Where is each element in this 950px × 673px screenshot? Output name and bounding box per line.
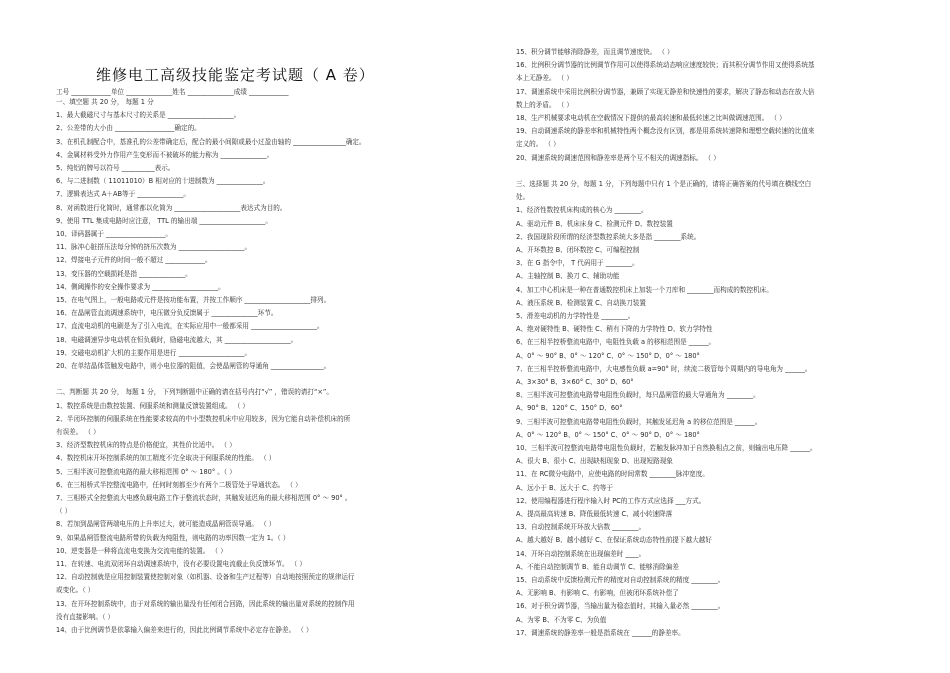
left-text-line: 7、逻辑表达式 A＋AB等于 ______________。 [56, 190, 191, 199]
left-text-line: 13、变压器的空载损耗是指 ______________。 [56, 269, 192, 278]
left-text-line: 4、数控机床开环控制系统的加工精度不完全取决于伺服系统的性能。 （ ） [56, 454, 276, 463]
right-text-line: 12、使用编程器进行程序输入时 PC的工作方式应选择 ___方式。 [516, 496, 706, 505]
right-text-line: 15、积分调节能够消除静差，而且调节速度快。 （ ） [516, 48, 674, 56]
right-text-line: A、不能自动控制调节 B、能自动调节 C、能够消除偏差 [516, 562, 679, 571]
left-text-line: 14、侧阈操作的安全操作要求为 ____________________。 [56, 282, 225, 291]
right-text-line: 7、在三相半控桥整流电路中，大电感性负载 a=90° 时，续流二极管每个周期内的导电角为 ______。 [516, 364, 812, 373]
left-text-line: 18、电磁调速异步电动机在恒负载时，励磁电流越大，其 ____________________。 [56, 335, 298, 344]
left-text-line: 5、纯铝的牌号以符号 __________表示。 [56, 164, 175, 172]
right-text-line: 数上的矛盾。 （ ） [516, 100, 573, 109]
right-text-line: 14、开环自动控制系统在出现偏差时 ____。 [516, 549, 646, 558]
right-text-line: 18、生产机械要求电动机在空载情况下提供的最高转速和最低转速之比叫做调速范围。 （ ） [516, 114, 786, 122]
left-text-line: 5、三相半波可控整流电路的最大移相范围 0° ～ 180° 。（ ） [56, 467, 236, 476]
right-text-line: 6、在三相半控桥整流电路中，电阻性负载 a 的移相范围是 ______。 [516, 338, 716, 347]
left-text-line: 2、公差带的大小由 __________________确定的。 [56, 124, 201, 133]
right-text-line: 13、自动控制系统开环放大倍数 ________。 [516, 523, 646, 532]
left-text-line: 20、在单结晶体管触发电路中，则小电位器的阻值，会使晶闸管的导通角 ________________。 [56, 362, 331, 370]
left-text-line: 6、与二进制数（ 11011010）B 相对应的十进制数为 ______________。 [56, 177, 270, 186]
left-text-line: 1、最大截磁尺寸与基本尺寸的关系是 ____________________。 [56, 111, 241, 120]
right-text-line: A、绝对硬特性 B、硬特性 C、稍有下降的力学特性 D、软力学特性 [516, 325, 713, 334]
right-text-line: 15、自动系统中反馈检测元件的精度对自动控制系统的精度 ________。 [516, 576, 725, 584]
right-text-line: 定义的。 （ ） [516, 140, 560, 149]
right-text-line: 处。 [516, 193, 530, 202]
left-text-line: 17、直流电动机的电刷是为了引入电流，在实际应用中一般都采用 ____________________。 [56, 322, 324, 331]
right-text-line: 10、三相半波可控整流电路带电阻性负载时，若触发脉冲加于自然换相点之前，则输出电压降 ______。 [516, 444, 817, 452]
left-text-line: 二、判断题 共 20 分， 每题 1 分， 下列判断题中正确的请在括号内打“√” ，错误的请打“×”。 [56, 388, 333, 397]
left-text-line: 7、三相桥式全控整流大电感负载电路工作于整流状态时，其触发延迟角的最大移相范围 0° ～ 90° 。 [56, 494, 352, 502]
right-text-line: 17、调速系统中采用比例积分调节器，兼顾了实现无静差和快速性的要求，解决了静态和动态在放大倍 [516, 87, 815, 96]
left-text-line: 8、若加到晶闸管两端电压的上升率过大，就可能造成晶闸管误导通。 （ ） [56, 520, 276, 529]
right-text-line: 2、我国现阶段所谓的经济型数控系统大多是指 ________系统。 [516, 232, 701, 241]
right-text-line: A、开环数控 B、闭环数控 C、可编程控制 [516, 246, 640, 254]
right-text-line: A、3×30° B、3×60° C、30° D、60° [516, 378, 634, 386]
right-text-line: A、无影响 B、有影响 C、有影响，但被闭环系统补偿了 [516, 589, 679, 598]
left-text-line: 9、如果晶闸管整流电路所带的负载为纯阻性，则电路的功率因数一定为 1。（ ） [56, 533, 290, 542]
left-text-line: 12、焊接电子元件的时间一般不超过 ____________。 [56, 256, 212, 265]
header-info: 工号 ____________单位 ______________姓名 ______________成绩 ____________ [56, 88, 289, 96]
left-text-line: 14、由于比例调节是依靠输入偏差来进行的，因此比例调节系统中必定存在静差。 （ ） [56, 626, 313, 634]
left-text-line: 1、数控系统是由数控装置、伺服系统和测量反馈装置组成。 （ ） [56, 401, 250, 410]
right-text-line: 三、选择题 共 20 分，每题 1 分，下列每题中只有 1 个是正确的，请将正确答案的代号填在横线空白 [516, 180, 812, 188]
right-text-line: 11、在 RC微分电路中，应使电路的时间常数 ________脉冲宽度。 [516, 470, 709, 479]
left-text-line: 11、在转速、电流双闭环自动调速系统中，没有必要设置电流截止负反馈环节。 （ ） [56, 560, 306, 568]
left-text-line: 16、在晶闸管直流调速系统中，电压微分负反馈属于 ______________环节。 [56, 309, 278, 318]
left-text-line: 6、在三相桥式半控整流电路中，任何时刻都至少有两个二极管处于导通状态。 （ ） [56, 480, 302, 489]
left-text-line: 10、逆变器是一种将直流电变换为交流电能的装置。 （ ） [56, 546, 227, 555]
left-text-line: 12、自动控制就是应用控制装置使控制对象（如机器、设备和生产过程等）自动地按照预定的规律运行 [56, 573, 355, 582]
left-text-line: 2、半闭环控制的伺服系统在性能要求较高的中小型数控机床中应用较多，因为它能自动补偿机床的所 [56, 414, 351, 423]
right-text-line: 1、经济性数控机床构成的核心为 ________。 [516, 206, 648, 215]
right-text-line: 20、调速系统的调速范围和静差率是两个互不相关的调速指标。 （ ） [516, 153, 720, 162]
right-text-line: A、越大越好 B、越小越好 C、在保证系统动态特性前提下越大越好 [516, 536, 712, 545]
left-text-line: 一、填空题 共 20 分， 每题 1 分 [56, 98, 154, 106]
right-text-line: 5、滑差电动机的力学特性是 ________。 [516, 312, 635, 320]
right-text-line: A、90° B、120° C、150° D、60° [516, 404, 623, 413]
left-text-line: 或变化。（ ） [56, 586, 95, 595]
right-text-line: A、主轴控制 B、换刀 C、辅助功能 [516, 272, 620, 281]
right-text-line: A、远小于 B、远大于 C、约等于 [516, 483, 613, 492]
right-text-line: 3、在 G 指令中， T 代码用于 ________。 [516, 259, 639, 268]
right-text-line: A、驱动元件 B、机床床身 C、检测元件 D、数控装置 [516, 219, 673, 228]
left-text-line: 3、在机孔制配合中，基准孔的公差带确定后，配合的最小间隙或最小过盈由轴的 ________________确定。 [56, 137, 366, 146]
left-text-line: （ ） [56, 507, 72, 516]
left-text-line: 8、对函数进行化简时，通常都以化简为 ____________________表达式为目的。 [56, 203, 287, 212]
left-text-line: 19、交磁电动机扩大机的主要作用是进行 ____________________。 [56, 348, 252, 357]
right-text-line: A、0° ～ 90° B、0° ～ 120° C、0° ～ 150° D、0° ～ 180° [516, 351, 700, 360]
left-text-line: 9、使用 TTL 集成电路时应注意， TTL 的输出端 ____________________。 [56, 216, 272, 225]
right-text-line: 16、比例积分调节器的比例调节作用可以使得系统动态响应速度较快；而其积分调节作用又使得系统基 [516, 61, 815, 70]
right-text-line: A、提高最高转速 B、降低最低转速 C、减小转速降落 [516, 510, 673, 518]
right-text-line: 9、三相半波可控整流电路带电阻性负载时，其触发延迟角 a 的移位范围是 ______。 [516, 417, 762, 426]
right-text-line: A、0° ～ 120° B、0° ～ 150° C、0° ～ 90° D、0° ～ 180° [516, 430, 700, 439]
right-text-line: 19、自动调速系统的静差率和机械特性两个概念没有区别，都是用系统转速降和理想空载转速的比值来 [516, 127, 815, 136]
right-text-line: 4、加工中心机床是一种在普通数控机床上加装一个刀库和 ________而构成的数控机床。 [516, 285, 773, 294]
right-text-line: 本上无静差。 （ ） [516, 74, 573, 83]
left-text-line: 3、经济型数控机床的特点是价格便宜，其性价比适中。 （ ） [56, 441, 236, 450]
left-text-line: 没有直接影响。（ ） [56, 612, 115, 621]
right-text-line: A、液压系统 B、检测装置 C、自动换刀装置 [516, 298, 646, 307]
right-text-line: A、很大 B、很小 C、出现缺相现象 D、出现短路现象 [516, 457, 673, 466]
right-text-line: 16、对于积分调节器，当输出量为稳态值时，其输入量必然 ________。 [516, 602, 725, 611]
right-text-line: 8、三相半波可控整流电路带电阻性负载时，每只晶闸管的最大导通角为 ________。 [516, 391, 760, 400]
left-text-line: 13、在开环控制系统中，由于对系统的输出量没有任何闭合回路，因此系统的输出量对系统的控制作用 [56, 599, 355, 608]
left-text-line: 4、金属材料受外力作用产生变形而不被破坏的能力称为 ______________。 [56, 150, 274, 159]
left-text-line: 有误差。 （ ） [56, 428, 100, 436]
left-text-line: 11、脉冲心脏搭压法每分钟的挤压次数为 ____________________。 [56, 243, 252, 252]
right-text-line: A、为零 B、不为零 C、为负值 [516, 615, 607, 624]
exam-title: 维修电工高级技能鉴定考试题（ A 卷） [96, 66, 375, 84]
right-text-line: 17、调速系统的静差率一般是指系统在 ______的静差率。 [516, 628, 685, 637]
left-text-line: 15、在电气图上，一般电路或元件是按功能布置，并按工作顺序 ____________________排列。 [56, 296, 331, 304]
left-text-line: 10、译码器属于 __________________。 [56, 230, 172, 238]
